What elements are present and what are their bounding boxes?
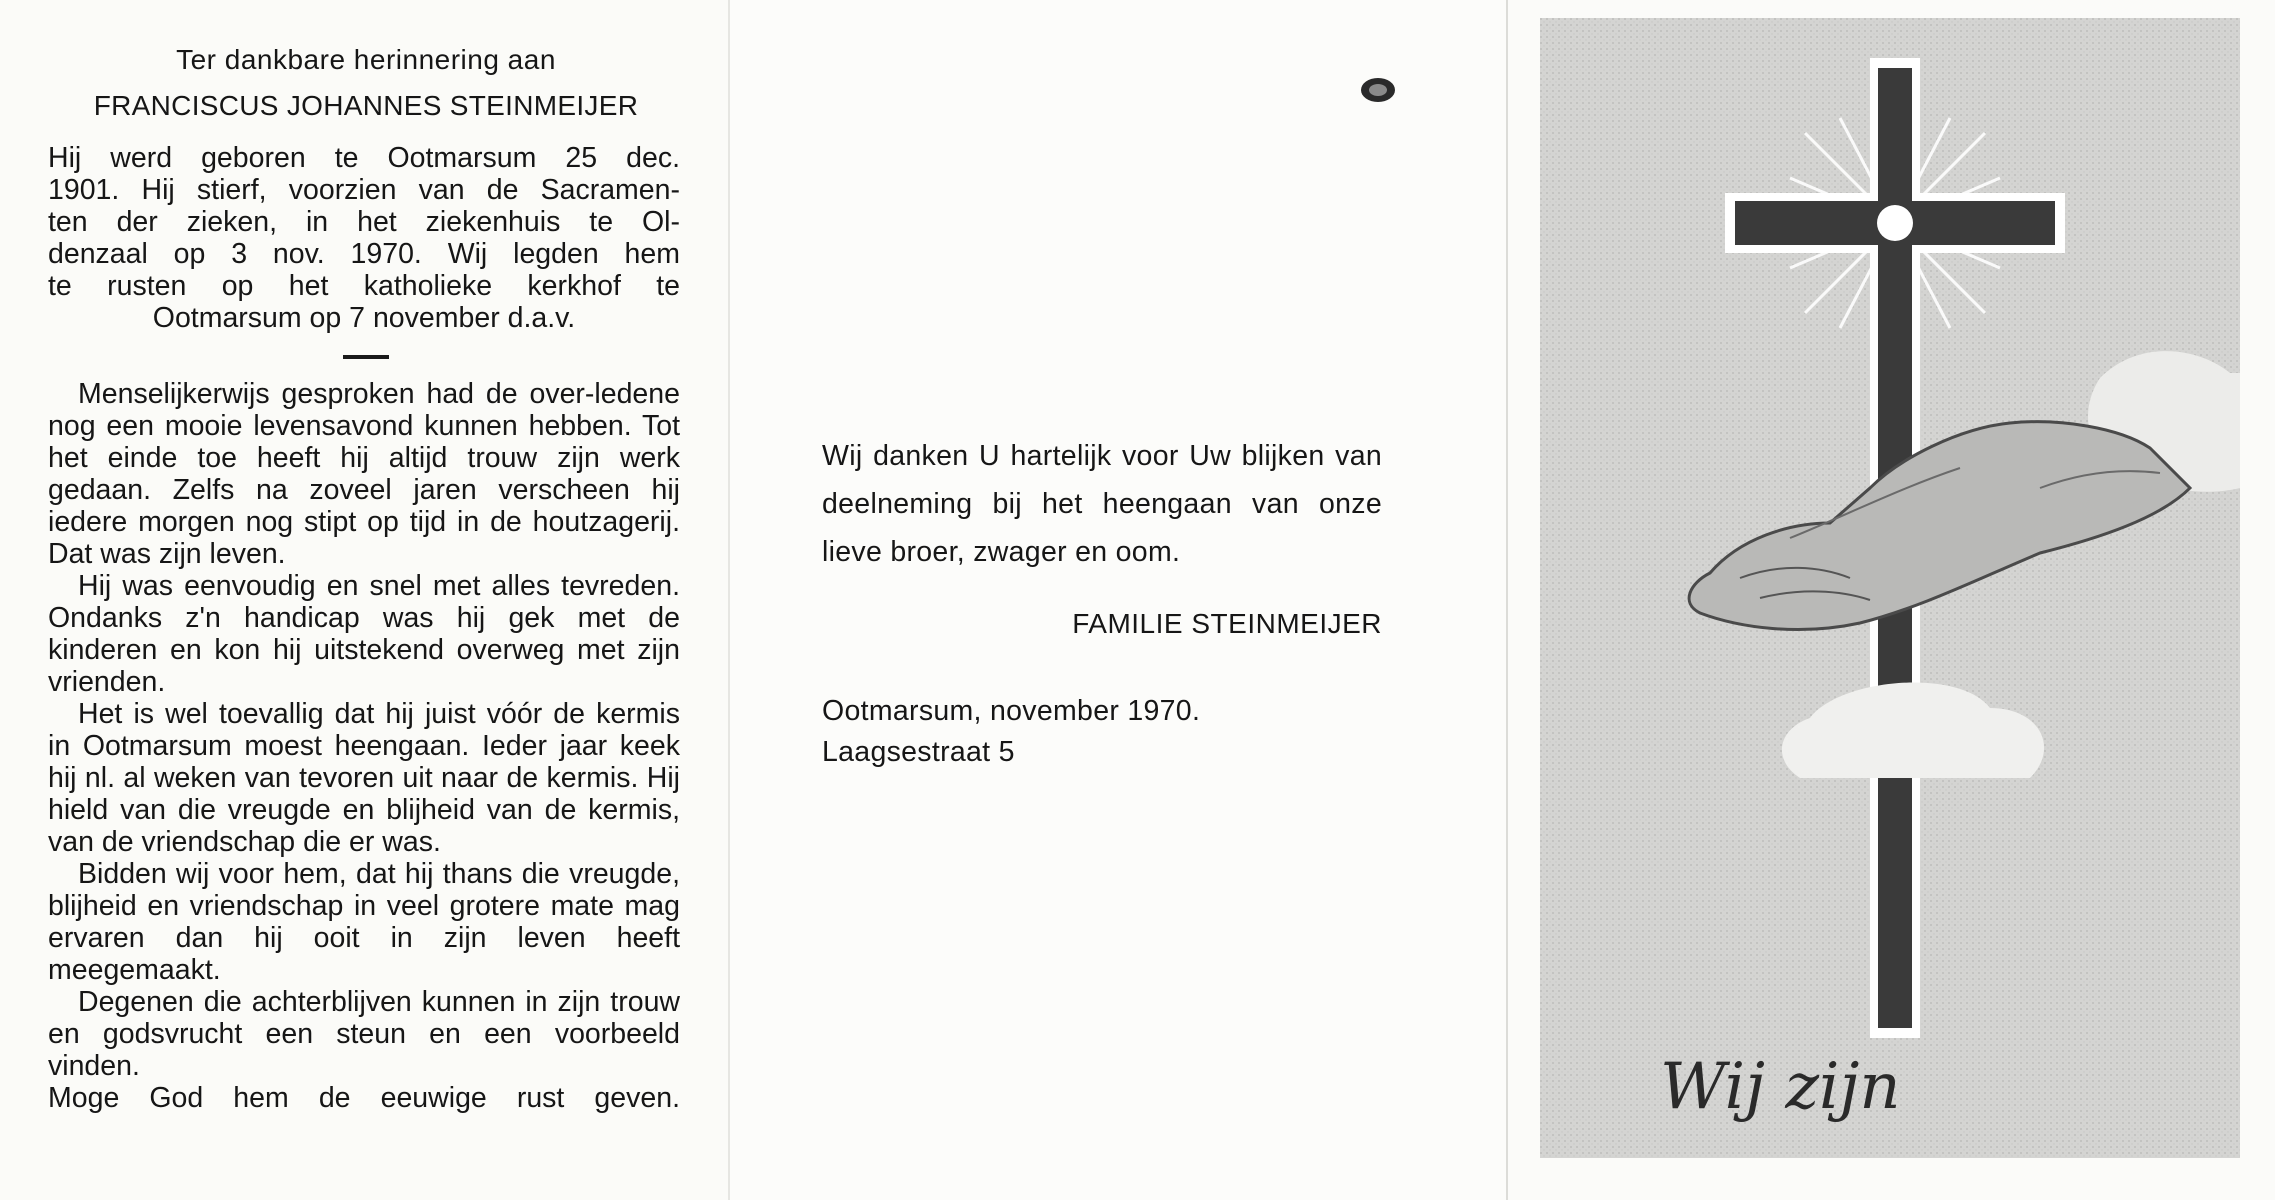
paragraph: Degenen die achterblijven kunnen in zijn trouw en godsvrucht een steun en een voorbeeld vinden.: [48, 986, 680, 1082]
deceased-name: FRANCISCUS JOHANNES STEINMEIJER: [93, 90, 639, 121]
bio-line: ten der zieken, in het ziekenhuis te Ol-: [48, 206, 680, 238]
section-divider: [343, 355, 389, 359]
family-signature: FAMILIE STEINMEIJER: [1072, 608, 1382, 639]
bio-line: 1901. Hij stierf, voorzien van de Sacramen-: [48, 174, 680, 206]
bio-line: Ootmarsum op 7 november d.a.v.: [152, 302, 576, 334]
middle-card-panel: [728, 0, 1508, 1200]
script-caption: Wij zijn: [1660, 1050, 1901, 1124]
punch-hole-icon: [1358, 74, 1398, 106]
paragraph: Hij was eenvoudig en snel met alles tevreden. Ondanks z'n handicap was hij gek met de kinderen en kon hij uitstekend overweg met zijn vrienden.: [48, 570, 680, 698]
cross-with-hand-icon: [1540, 18, 2240, 1158]
place-date: Ootmarsum, november 1970.: [822, 695, 1201, 727]
bio-line: te rusten op het katholieke kerkhof te: [48, 270, 680, 302]
intro-title: Ter dankbare herinnering aan: [176, 44, 556, 75]
closing-prayer: Moge God hem de eeuwige rust geven.: [48, 1082, 680, 1114]
biography-text: [48, 142, 680, 334]
paragraph: Bidden wij voor hem, dat hij thans die vreugde, blijheid en vriendschap in veel grotere mate mag ervaren dan hij ooit in zijn leven heeft meegemaakt.: [48, 858, 680, 986]
right-card-panel: [1508, 0, 2275, 1200]
memorial-text: [48, 378, 680, 1114]
paragraph: Menselijkerwijs gesproken had de over-ledene nog een mooie levensavond kunnen hebben. Tot het einde toe heeft hij altijd trouw zijn werk gedaan. Zelfs na zoveel jaren verscheen hij iedere morgen nog stipt op tijd in de houtzagerij. Dat was zijn leven.: [48, 378, 680, 570]
thanks-text: Wij danken U hartelijk voor Uw blijken van deelneming bij het heengaan van onze lieve broer, zwager en oom.: [822, 440, 1382, 568]
address: Laagsestraat 5: [822, 736, 1015, 768]
bio-line: Hij werd geboren te Ootmarsum 25 dec.: [48, 142, 680, 174]
paragraph: Het is wel toevallig dat hij juist vóór de kermis in Ootmarsum moest heengaan. Ieder jaar keek hij nl. al weken van tevoren uit naar de kermis. Hij hield van die vreugde en blijheid van de kermis, van de vriendschap die er was.: [48, 698, 680, 858]
bio-line: denzaal op 3 nov. 1970. Wij legden hem: [48, 238, 680, 270]
left-card-panel: [0, 0, 728, 1200]
